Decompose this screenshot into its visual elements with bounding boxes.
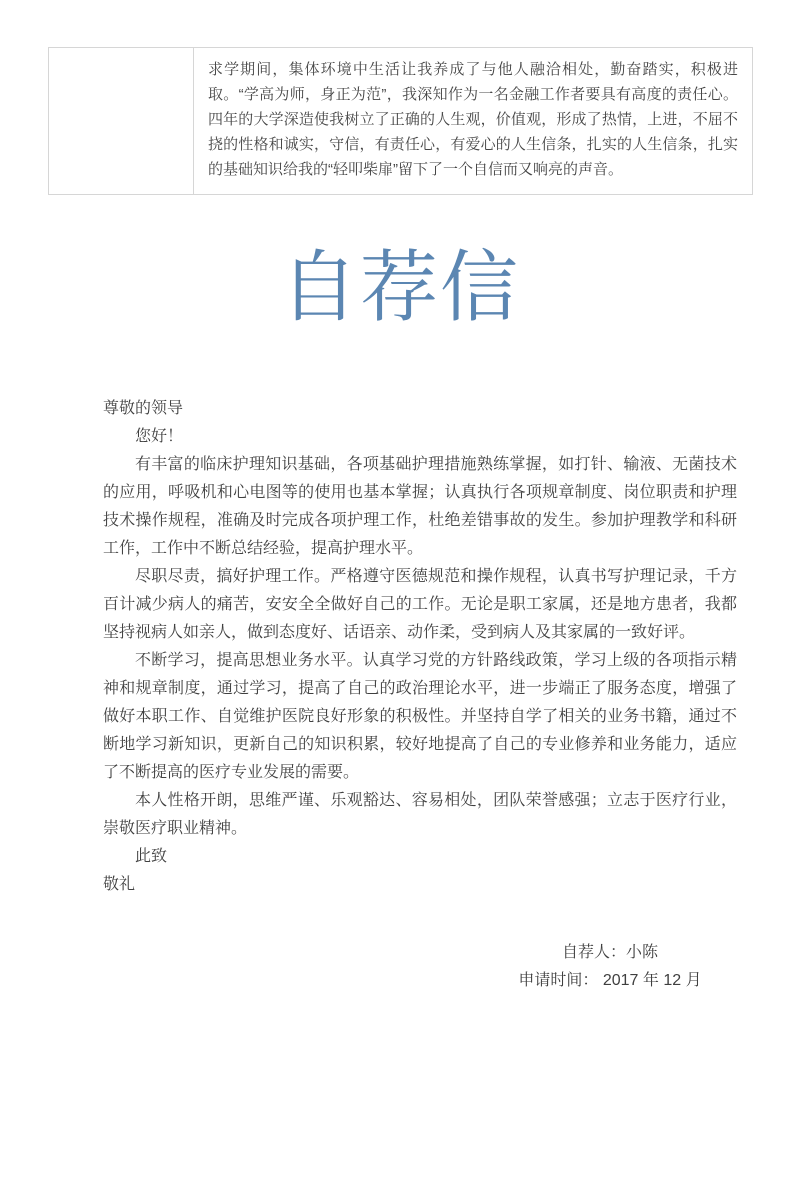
signer-line: 自荐人：小陈 bbox=[561, 944, 658, 961]
letter-body bbox=[103, 395, 737, 899]
signature-block bbox=[460, 939, 760, 995]
letter-paragraph-1: 有丰富的临床护理知识基础，各项基础护理措施熟练掌握，如打针、输液、无菌技术的应用，呼吸机和心电图等的使用也基本掌握；认真执行各项规章制度、岗位职责和护理技术操作规程，准确及时完成各项护理工作，杜绝差错事故的发生。参加护理教学和科研工作，工作中不断总结经验，提高护理水平。 bbox=[103, 456, 737, 557]
greeting: 您好！ bbox=[135, 428, 184, 445]
table-cell-study-text: 求学期间，集体环境中生活让我养成了与他人融洽相处，勤奋踏实，积极进取。“学高为师，身正为范”，我深知作为一名金融工作者要具有高度的责任心。四年的大学深造使我树立了正确的人生观，价值观，形成了热情，上进，不屈不挠的性格和诚实，守信，有责任心，有爱心的人生信条，扎实的人生信条，扎实的基础知识给我的“轻叩柴扉”留下了一个自信而又响亮的声音。 bbox=[194, 48, 753, 195]
document-page bbox=[0, 47, 800, 1178]
letter-paragraph-2: 尽职尽责，搞好护理工作。严格遵守医德规范和操作规程，认真书写护理记录，千方百计减少病人的痛苦，安安全全做好自己的工作。无论是职工家属，还是地方患者，我都坚持视病人如亲人，做到态度好、话语亲、动作柔，受到病人及其家属的一致好评。 bbox=[103, 568, 737, 641]
table-cell-empty bbox=[49, 48, 194, 195]
salutation: 尊敬的领导 bbox=[103, 400, 184, 417]
date-line: 申请时间： 2017 年 12 月 bbox=[518, 972, 702, 989]
closing-jingli: 敬礼 bbox=[103, 876, 136, 893]
closing-cizhi: 此致 bbox=[135, 848, 168, 865]
table-row bbox=[49, 48, 753, 195]
profile-table bbox=[48, 47, 753, 195]
letter-paragraph-3: 不断学习，提高思想业务水平。认真学习党的方针路线政策，学习上级的各项指示精神和规章制度，通过学习，提高了自己的政治理论水平，进一步端正了服务态度，增强了做好本职工作、自觉维护医院良好形象的积极性。并坚持自学了相关的业务书籍，通过不断地学习新知识，更新自己的知识积累，较好地提高了自己的专业修养和业务能力，适应了不断提高的医疗专业发展的需要。 bbox=[103, 652, 737, 781]
page-title: 自荐信 bbox=[279, 243, 520, 331]
letter-paragraph-4: 本人性格开朗，思维严谨、乐观豁达、容易相处，团队荣誉感强；立志于医疗行业，崇敬医疗职业精神。 bbox=[103, 792, 737, 837]
